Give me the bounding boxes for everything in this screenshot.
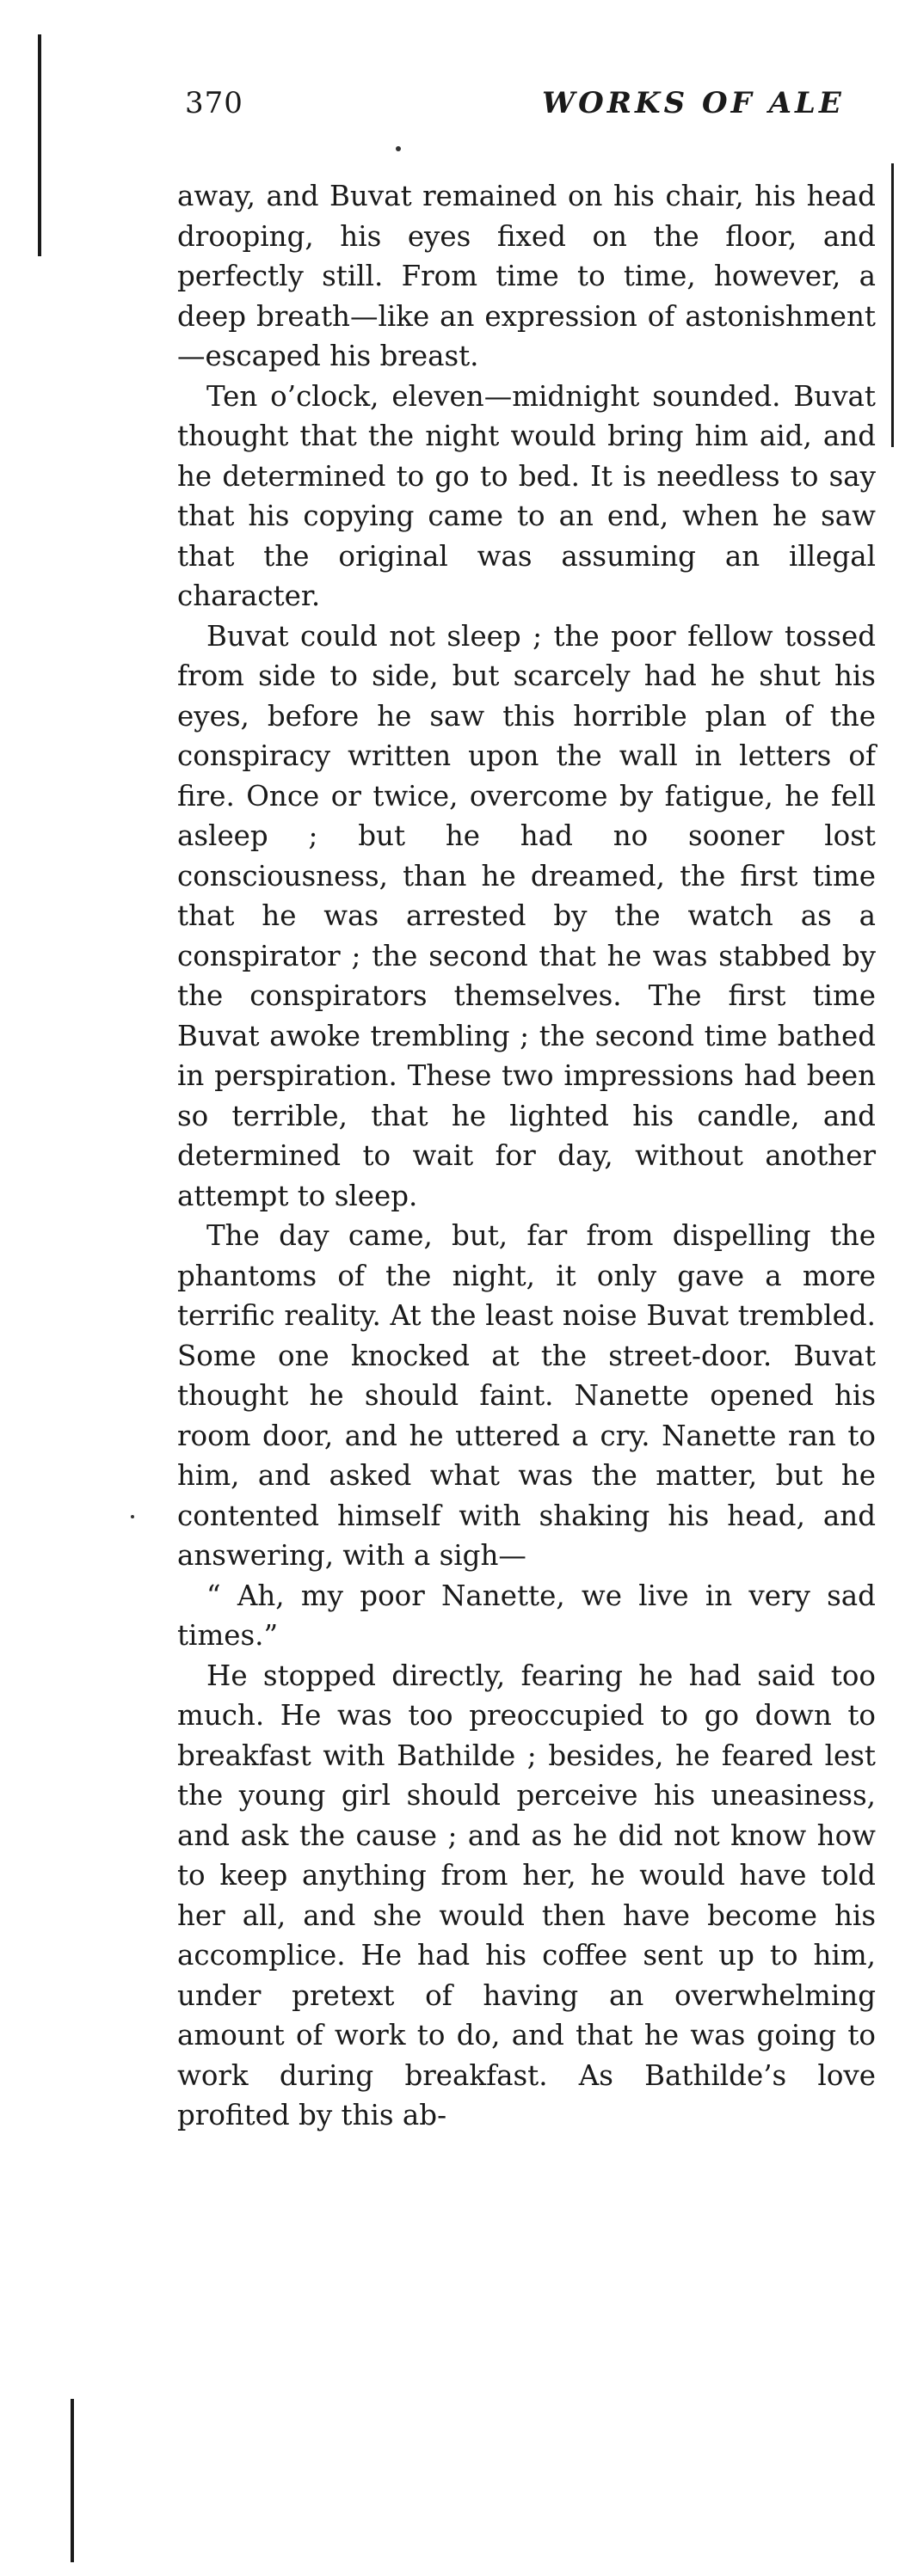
ink-speck [396, 146, 401, 151]
paragraph: Ten o’clock, eleven—midnight sounded. Buvat thought that the night would bring him aid, and he determined to go to bed. It is needless to say that his copying came to an end, when he saw that the original was assuming an illegal character. [177, 379, 876, 612]
body-text [177, 176, 876, 2136]
paragraph: The day came, but, far from dispelling the phantoms of the night, it only gave a more terrific reality. At the least noise Buvat trembled. Some one knocked at the street-door. Buvat thought he should faint. Nanette opened his room door, and he uttered a cry. Nanette ran to him, and asked what was the matter, but he contented himself with shaking his head, and answering, with a sigh— [177, 1219, 876, 1572]
margin-rule-top [38, 34, 41, 256]
paragraph: Buvat could not sleep ; the poor fellow tossed from side to side, but scarcely had he shut his eyes, before he saw this horrible plan of the conspiracy written upon the wall in letters of fire. Once or twice, overcome by fatigue, he fell asleep ; but he had no sooner lost consciousness, than he dreamed, the first time that he was arrested by the watch as a conspirator ; the second that he was stabbed by the conspirators themselves. The first time Buvat awoke trembling ; the second time bathed in perspiration. These two impressions had been so terrible, that he lighted his candle, and determined to wait for day, without another attempt to sleep. [177, 619, 876, 1212]
ink-speck [131, 1515, 134, 1518]
margin-rule-right [891, 163, 894, 447]
margin-rule-bottom [71, 2399, 74, 2562]
paragraph: away, and Buvat remained on his chair, his head drooping, his eyes fixed on the floor, and perfectly still. From time to time, however, a deep breath—like an expression of astonishment—escaped his breast. [177, 180, 876, 372]
running-title: WORKS OF ALE [542, 86, 845, 120]
paragraph: “ Ah, my poor Nanette, we live in very sad times.” [177, 1579, 876, 1652]
paragraph: He stopped directly, fearing he had said too much. He was too preoccupied to go down to breakfast with Bathilde ; besides, he feared lest the young girl should perceive his uneasiness, and ask the cause ; and as he did not know how to keep anything from her, he would have told her all, and she would then have become his accomplice. He had his coffee sent up to him, under pretext of having an overwhelming amount of work to do, and that he was going to work during breakfast. As Bathilde’s love profited by this ab- [177, 1659, 876, 2131]
page-number: 370 [185, 86, 243, 120]
page-header [0, 86, 905, 129]
